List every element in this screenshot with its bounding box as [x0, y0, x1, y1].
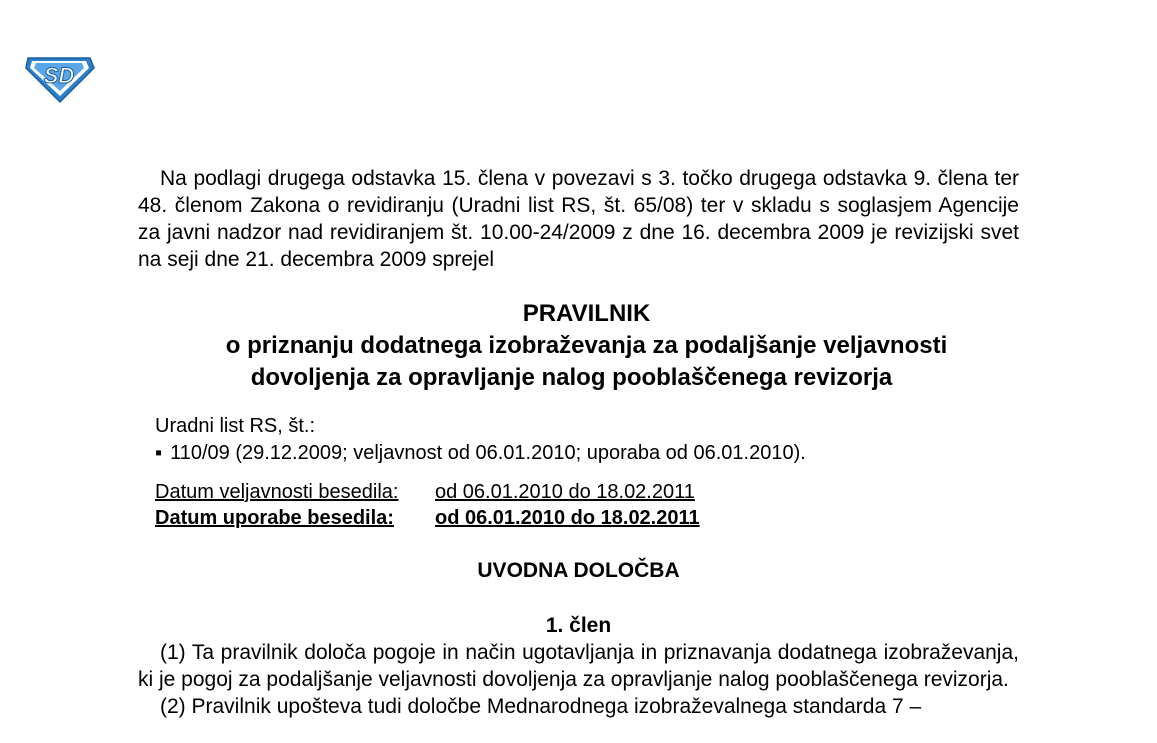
- gazette-label: Uradni list RS, št.:: [155, 415, 316, 437]
- use-date-row: [155, 505, 1019, 531]
- article-paragraph-2: (2) Pravilnik upošteva tudi določbe Mednarodnega izobraževalnega standarda 7 –: [160, 695, 922, 718]
- text-dates: [138, 479, 1019, 531]
- logo: [22, 50, 96, 104]
- title-line-3: dovoljenja za opravljanje nalog pooblaščenega revizorja: [250, 364, 893, 391]
- preamble-paragraph: Na podlagi drugega odstavka 15. člena v povezavi s 3. točko drugega odstavka 9. člena ter 48. členom Zakona o revidiranju (Uradni list RS, št. 65/08) ter v skladu s soglasjem Agencije za javni nadzor nad revidiranjem št. 10.00-24/2009 z dne 16. decembra 2009 je revizijski svet na seji dne 21. decembra 2009 sprejel: [138, 167, 1019, 271]
- use-date-value: od 06.01.2010 do 18.02.2011: [435, 507, 700, 529]
- section-heading: UVODNA DOLOČBA: [477, 559, 680, 582]
- validity-date-label: Datum veljavnosti besedila:: [155, 481, 399, 503]
- article-heading: 1. člen: [545, 614, 612, 637]
- bullet-icon: ▪: [155, 442, 163, 464]
- document-body: [138, 165, 1019, 720]
- validity-date-value: od 06.01.2010 do 18.02.2011: [435, 481, 695, 503]
- article-paragraph-1: (1) Ta pravilnik določa pogoje in način ugotavljanja in priznavanja dodatnega izobraževanja, ki je pogoj za podaljšanje veljavnosti dovoljenja za opravljanje nalog pooblaščenega revizorja.: [138, 641, 1019, 691]
- title-line-1: PRAVILNIK: [522, 300, 651, 327]
- use-date-label: Datum uporabe besedila:: [155, 507, 394, 529]
- gazette-entry-row: [155, 440, 1019, 467]
- sd-shield-logo-icon: [22, 50, 96, 104]
- gazette-reference: [138, 413, 1019, 467]
- gazette-entry: 110/09 (29.12.2009; veljavnost od 06.01.2010; uporaba od 06.01.2010).: [170, 442, 806, 464]
- document-title: [138, 298, 1019, 394]
- title-line-2: o priznanju dodatnega izobraževanja za podaljšanje veljavnosti: [225, 332, 948, 359]
- validity-date-row: [155, 479, 1019, 505]
- svg-text:SD: SD: [43, 63, 75, 88]
